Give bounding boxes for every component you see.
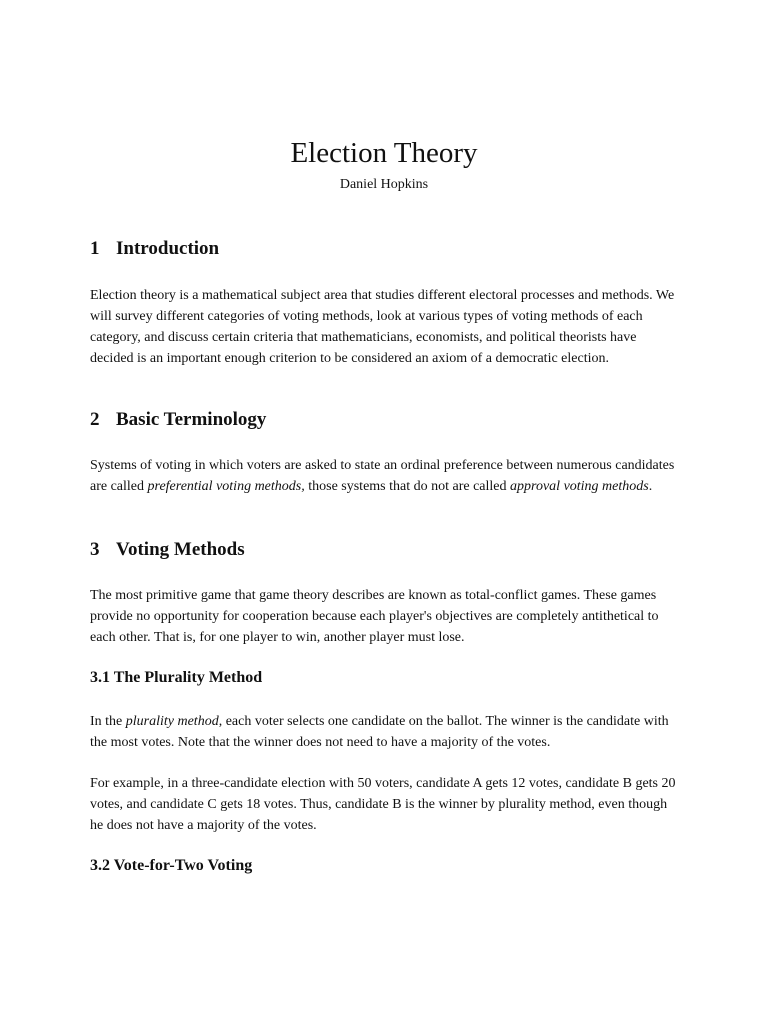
subsection-heading-vote-for-two: 3.2 Vote-for-Two Voting <box>90 857 253 874</box>
italic-term-plurality: plurality method <box>125 714 219 729</box>
section-title: Introduction <box>116 238 220 259</box>
section-paragraph-basic-terminology <box>90 455 680 497</box>
section-heading-voting-methods <box>90 538 245 562</box>
subsection-paragraph-plurality-2: For example, in a three-candidate election with 50 voters, candidate A gets 12 votes, candidate B gets 20 votes, and candidate C gets 18 votes. Thus, candidate B is the winner by plurality method, even though he does not have a majority of the votes. <box>90 776 676 833</box>
italic-term-preferential: preferential voting methods, <box>147 479 305 494</box>
section-title: Voting Methods <box>116 539 245 560</box>
section-title: Basic Terminology <box>116 409 267 430</box>
section-heading-basic-terminology <box>90 408 266 432</box>
section-number: 3 <box>90 539 100 560</box>
document-title: Election Theory <box>290 137 478 169</box>
text-run: those systems that do not are called <box>304 479 511 494</box>
text-run: In the <box>90 714 126 729</box>
section-heading-introduction <box>90 237 219 261</box>
italic-term-approval: approval voting methods <box>510 479 649 494</box>
section-paragraph-voting-methods: The most primitive game that game theory describes are known as total-conflict games. These games provide no opportunity for cooperation because each player's objectives are completely antithetical to each other. That is, for one player to win, another player must lose. <box>90 588 659 645</box>
subsection-paragraph-plurality-1 <box>90 711 680 753</box>
document-author: Daniel Hopkins <box>339 177 429 192</box>
section-number: 2 <box>90 409 100 430</box>
text-run: , each voter selects one candidate on the ballot. The winner is the candidate with the most votes. Note that the winner does not need to have a majority of the votes. <box>90 714 669 750</box>
subsection-heading-plurality: 3.1 The Plurality Method <box>90 669 263 686</box>
section-number: 1 <box>90 238 100 259</box>
text-run: . <box>648 479 653 494</box>
text-run: Systems of voting in which voters are asked to state an ordinal preference between numerous candidates are called <box>90 458 675 494</box>
section-paragraph-introduction: Election theory is a mathematical subject area that studies different electoral processes and methods. We will survey different categories of voting methods, look at various types of voting methods of each category, and discuss certain criteria that mathematicians, economists, and political theorists have decided is an important enough criterion to be considered an axiom of a democratic election. <box>90 288 675 366</box>
